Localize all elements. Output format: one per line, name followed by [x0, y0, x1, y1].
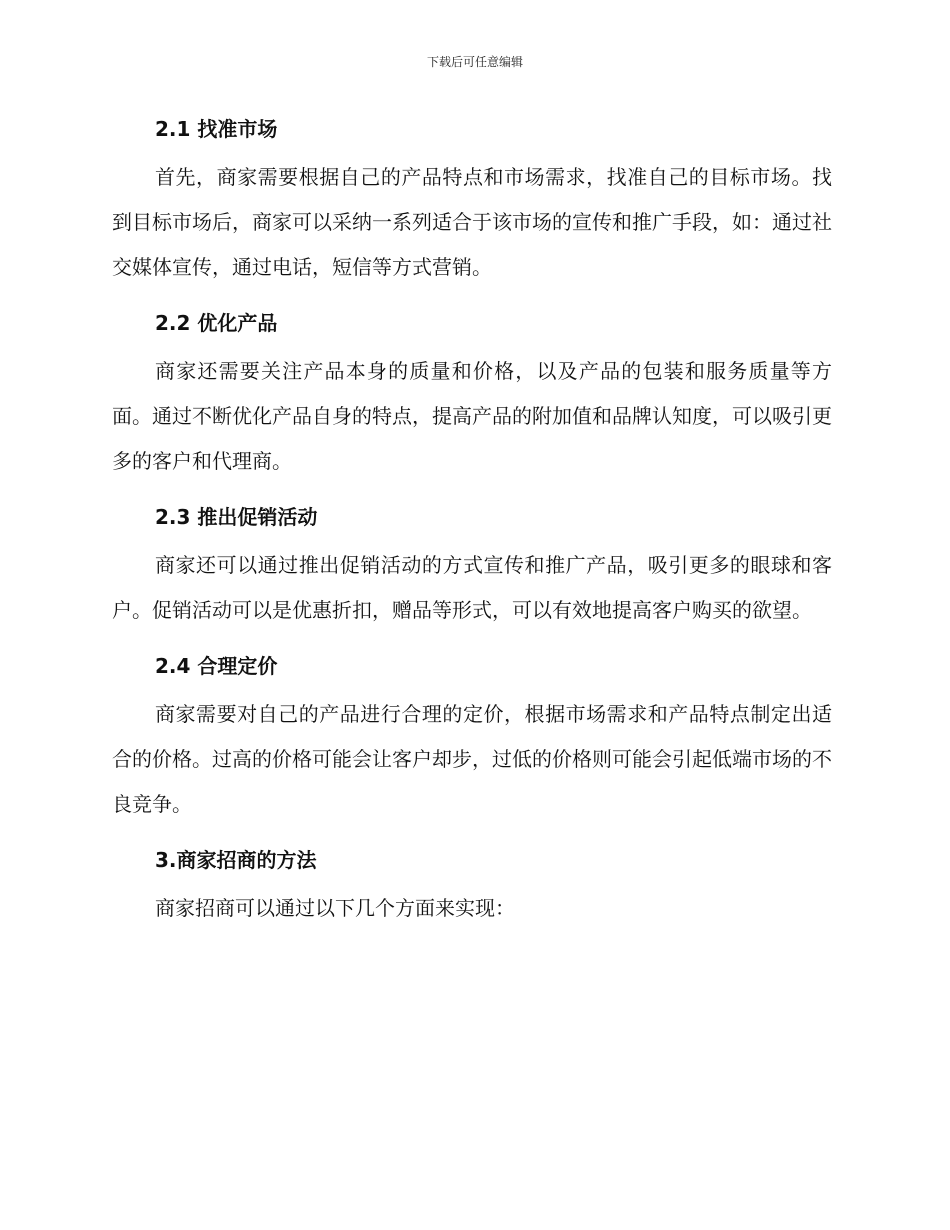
section-heading: 2.4 合理定价	[155, 654, 278, 678]
section-paragraph: 商家还可以通过推出促销活动的方式宣传和推广产品，吸引更多的眼球和客户。促销活动可以是优惠折扣，赠品等形式，可以有效地提高客户购买的欲望。	[112, 553, 832, 622]
section-heading: 2.3 推出促销活动	[155, 505, 318, 529]
section-paragraph: 商家还需要关注产品本身的质量和价格，以及产品的包装和服务质量等方面。通过不断优化产品自身的特点，提高产品的附加值和品牌认知度，可以吸引更多的客户和代理商。	[112, 359, 832, 473]
section-paragraph: 商家需要对自己的产品进行合理的定价，根据市场需求和产品特点制定出适合的价格。过高的价格可能会让客户却步，过低的价格则可能会引起低端市场的不良竞争。	[112, 702, 832, 816]
section-paragraph: 商家招商可以通过以下几个方面来实现：	[155, 896, 515, 920]
section-heading: 2.1 找准市场	[155, 117, 278, 141]
page-header: 下载后可任意编辑	[426, 55, 523, 69]
document-body	[112, 112, 832, 947]
section-heading: 3.商家招商的方法	[155, 848, 317, 872]
section-paragraph: 首先，商家需要根据自己的产品特点和市场需求，找准自己的目标市场。找到目标市场后，商家可以采纳一系列适合于该市场的宣传和推广手段，如：通过社交媒体宣传，通过电话，短信等方式营销。	[112, 165, 832, 279]
section-heading: 2.2 优化产品	[155, 311, 278, 335]
